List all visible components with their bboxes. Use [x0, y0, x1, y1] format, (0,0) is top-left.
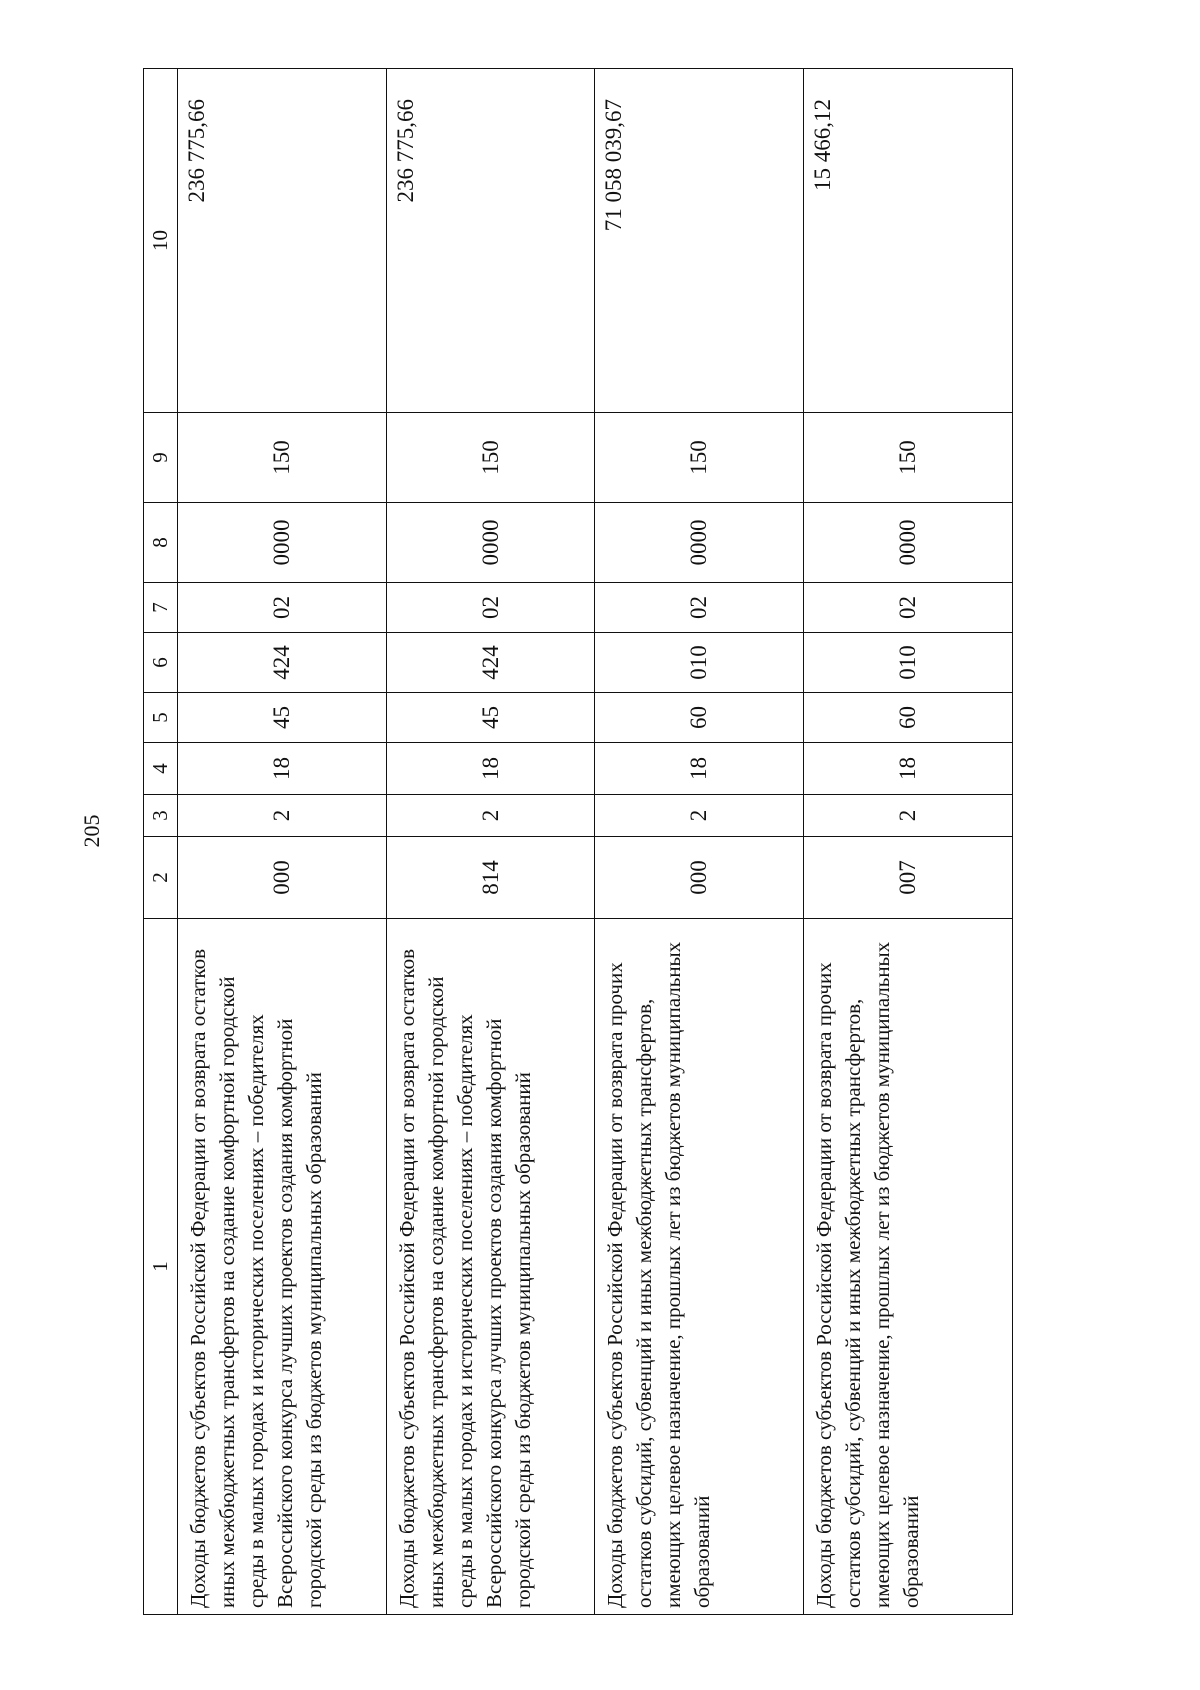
code-cell: 150	[386, 413, 595, 503]
code-cell: 18	[177, 743, 386, 795]
code-cell: 000	[177, 837, 386, 919]
code-cell: 2	[386, 795, 595, 837]
code-cell: 424	[177, 633, 386, 693]
row-description: Доходы бюджетов субъектов Российской Федерации от возврата прочих остатков субсидий, субвенций и иных межбюджетных трансфертов, имеющих целевое назначение, прошлых лет из бюджетов муниципальных образований	[804, 919, 1013, 1615]
code-cell: 2	[177, 795, 386, 837]
code-cell: 2	[595, 795, 804, 837]
code-cell: 150	[177, 413, 386, 503]
code-cell: 2	[804, 795, 1013, 837]
code-cell: 18	[804, 743, 1013, 795]
header-cell-10: 10	[144, 69, 178, 413]
code-cell: 010	[595, 633, 804, 693]
amount-cell: 15 466,12	[804, 69, 1013, 413]
code-cell: 0000	[177, 503, 386, 583]
code-cell: 007	[804, 837, 1013, 919]
code-cell: 18	[595, 743, 804, 795]
header-cell-6: 6	[144, 633, 178, 693]
code-cell: 000	[595, 837, 804, 919]
code-cell: 010	[804, 633, 1013, 693]
header-cell-4: 4	[144, 743, 178, 795]
table-row	[177, 69, 386, 1615]
code-cell: 60	[804, 693, 1013, 743]
row-description: Доходы бюджетов субъектов Российской Федерации от возврата прочих остатков субсидий, субвенций и иных межбюджетных трансфертов, имеющих целевое назначение, прошлых лет из бюджетов муниципальных образований	[595, 919, 804, 1615]
amount-cell: 236 775,66	[386, 69, 595, 413]
code-cell: 02	[386, 583, 595, 633]
code-cell: 0000	[386, 503, 595, 583]
code-cell: 45	[386, 693, 595, 743]
row-description: Доходы бюджетов субъектов Российской Федерации от возврата остатков иных межбюджетных трансфертов на создание комфортной городской среды в малых городах и исторических поселениях – победителях Всероссийского конкурса лучших проектов создания комфортной городской среды из бюджетов муниципальных образований	[177, 919, 386, 1615]
code-cell: 0000	[595, 503, 804, 583]
header-cell-3: 3	[144, 795, 178, 837]
row-description: Доходы бюджетов субъектов Российской Федерации от возврата остатков иных межбюджетных трансфертов на создание комфортной городской среды в малых городах и исторических поселениях – победителях Всероссийского конкурса лучших проектов создания комфортной городской среды из бюджетов муниципальных образований	[386, 919, 595, 1615]
header-cell-8: 8	[144, 503, 178, 583]
code-cell: 150	[804, 413, 1013, 503]
header-cell-2: 2	[144, 837, 178, 919]
header-cell-5: 5	[144, 693, 178, 743]
header-cell-1: 1	[144, 919, 178, 1615]
code-cell: 45	[177, 693, 386, 743]
amount-cell: 71 058 039,67	[595, 69, 804, 413]
code-cell: 0000	[804, 503, 1013, 583]
page-number: 205	[79, 814, 104, 848]
code-cell: 18	[386, 743, 595, 795]
code-cell: 02	[804, 583, 1013, 633]
header-cell-9: 9	[144, 413, 178, 503]
table-row	[386, 69, 595, 1615]
rotated-table-container	[143, 69, 1013, 1615]
code-cell: 424	[386, 633, 595, 693]
code-cell: 02	[177, 583, 386, 633]
table-header-row	[144, 69, 178, 1615]
code-cell: 02	[595, 583, 804, 633]
code-cell: 150	[595, 413, 804, 503]
budget-revenue-table	[143, 68, 1013, 1615]
table-row	[804, 69, 1013, 1615]
code-cell: 814	[386, 837, 595, 919]
code-cell: 60	[595, 693, 804, 743]
amount-cell: 236 775,66	[177, 69, 386, 413]
header-cell-7: 7	[144, 583, 178, 633]
table-row	[595, 69, 804, 1615]
